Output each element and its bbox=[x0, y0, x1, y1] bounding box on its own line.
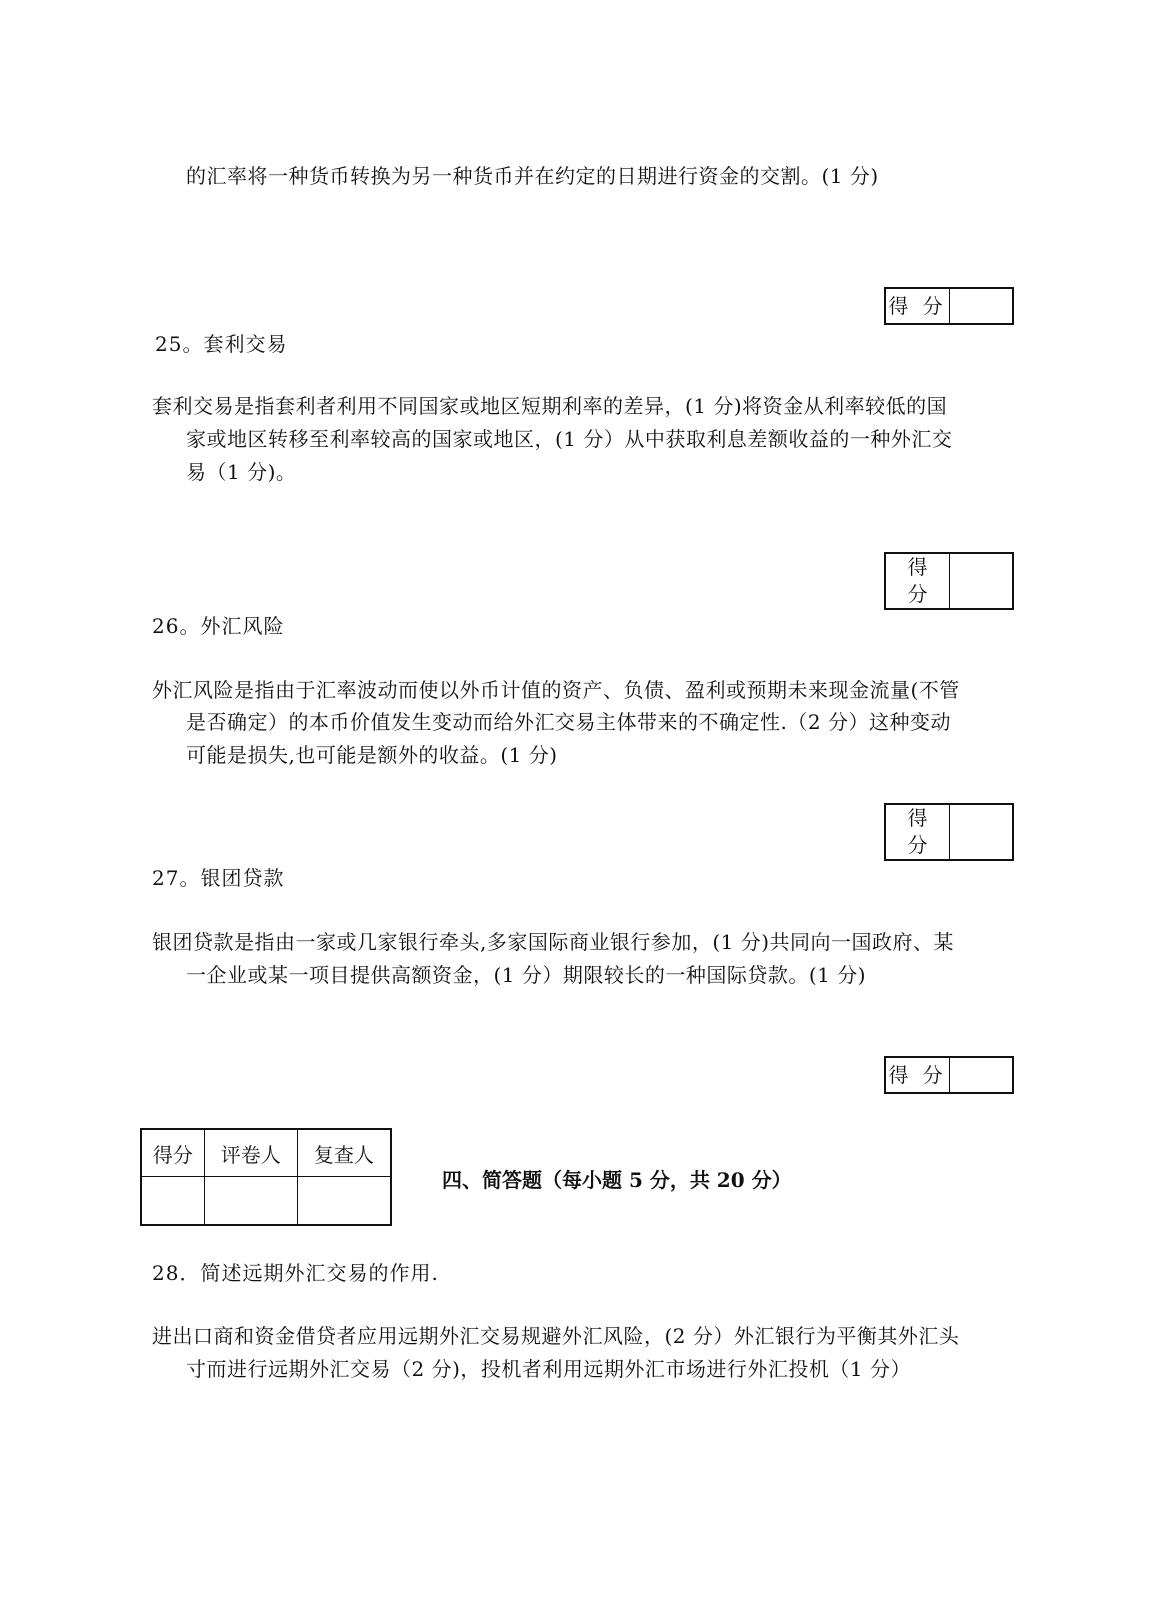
q26-line-2: 是否确定）的本币价值发生变动而给外汇交易主体带来的不确定性.（2 分）这种变动 bbox=[186, 710, 951, 734]
q28-heading: 28．简述远期外汇交易的作用. bbox=[152, 1261, 439, 1285]
q28-line-2: 寸而进行远期外汇交易（2 分)，投机者利用远期外汇市场进行外汇投机（1 分） bbox=[186, 1357, 911, 1381]
score-value-cell[interactable] bbox=[950, 805, 1012, 859]
q27-line-1: 银团贷款是指由一家或几家银行牵头,多家国际商业银行参加，(1 分)共同向一国政府、某 bbox=[152, 930, 955, 954]
q25-line-2: 家或地区转移至利率较高的国家或地区，(1 分）从中获取利息差额收益的一种外汇交 bbox=[186, 427, 953, 451]
score-label: 得 分 bbox=[886, 554, 950, 608]
q27-line-2: 一企业或某一项目提供高额资金，(1 分）期限较长的一种国际贷款。(1 分) bbox=[186, 963, 867, 987]
score-value-cell[interactable] bbox=[950, 289, 1012, 323]
q26-heading: 26。外汇风险 bbox=[152, 614, 285, 638]
grader-header-marker: 评卷人 bbox=[204, 1129, 297, 1177]
q25-line-1: 套利交易是指套利者利用不同国家或地区短期利率的差异，(1 分)将资金从利率较低的国 bbox=[152, 394, 948, 418]
score-label: 得 分 bbox=[886, 1058, 950, 1092]
intro-line: 的汇率将一种货币转换为另一种货币并在约定的日期进行资金的交割。(1 分) bbox=[186, 164, 879, 188]
score-label: 得 分 bbox=[886, 289, 950, 323]
grader-header-reviewer: 复查人 bbox=[297, 1129, 391, 1177]
grader-cell-reviewer[interactable] bbox=[297, 1177, 391, 1226]
score-label: 得 分 bbox=[886, 805, 950, 859]
q28-line-1: 进出口商和资金借贷者应用远期外汇交易规避外汇风险，(2 分）外汇银行为平衡其外汇头 bbox=[152, 1324, 960, 1348]
q25-line-3: 易（1 分)。 bbox=[186, 460, 297, 484]
q27-heading: 27。银团贷款 bbox=[152, 866, 285, 890]
grader-cell-score[interactable] bbox=[141, 1177, 204, 1226]
grader-cell-marker[interactable] bbox=[204, 1177, 297, 1226]
section-4-title: 四、简答题（每小题 5 分，共 20 分） bbox=[442, 1168, 792, 1192]
score-box-q26 bbox=[884, 552, 1014, 610]
score-box-q27 bbox=[884, 803, 1014, 861]
q26-line-1: 外汇风险是指由于汇率波动而使以外币计值的资产、负债、盈利或预期未来现金流量(不管 bbox=[152, 678, 960, 702]
q26-line-3: 可能是损失,也可能是额外的收益。(1 分) bbox=[186, 743, 558, 767]
score-value-cell[interactable] bbox=[950, 554, 1012, 608]
grader-header-score: 得分 bbox=[141, 1129, 204, 1177]
score-box-q27-end bbox=[884, 1056, 1014, 1094]
score-value-cell[interactable] bbox=[950, 1058, 1012, 1092]
score-box-q25 bbox=[884, 287, 1014, 325]
grader-table bbox=[140, 1128, 392, 1226]
q25-heading: 25。套利交易 bbox=[155, 332, 288, 356]
